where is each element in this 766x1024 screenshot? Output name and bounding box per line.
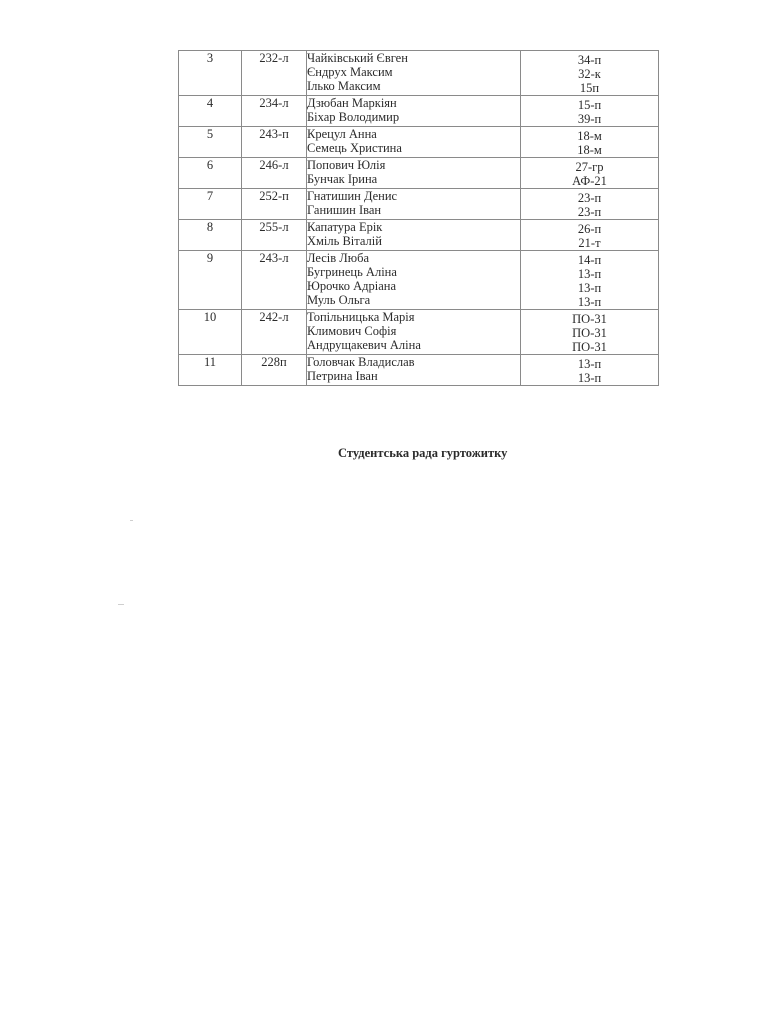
resident-names-cell (307, 51, 521, 96)
study-groups-cell (521, 127, 659, 158)
resident-name: Климович Софія (307, 324, 397, 338)
room-number: 234-л (242, 96, 307, 127)
resident-name: Дзюбан Маркіян (307, 96, 397, 110)
study-groups-cell (521, 251, 659, 310)
resident-names-cell (307, 127, 521, 158)
table-row (179, 96, 659, 127)
row-number: 9 (179, 251, 242, 310)
study-group: 18-м (577, 143, 602, 157)
study-group: 15п (579, 81, 600, 95)
study-group: 23-п (577, 205, 602, 219)
table-row (179, 127, 659, 158)
row-number: 7 (179, 189, 242, 220)
table-row (179, 355, 659, 386)
study-groups-cell (521, 355, 659, 386)
resident-name: Топільницька Марія (307, 310, 415, 324)
study-group: 26-п (577, 222, 602, 236)
room-number: 242-л (242, 310, 307, 355)
table-row (179, 51, 659, 96)
table-row (179, 251, 659, 310)
resident-names-cell (307, 96, 521, 127)
resident-name: Чайківський Євген (307, 51, 408, 65)
resident-names-cell (307, 251, 521, 310)
resident-name: Попович Юлія (307, 158, 386, 172)
table-row (179, 189, 659, 220)
resident-name: Ганишин Іван (307, 203, 382, 217)
study-groups-cell (521, 51, 659, 96)
table-row (179, 310, 659, 355)
table-row (179, 158, 659, 189)
study-groups-cell (521, 189, 659, 220)
study-group: 13-п (577, 295, 602, 309)
resident-names-cell (307, 158, 521, 189)
resident-names-cell (307, 220, 521, 251)
resident-name: Капатура Ерік (307, 220, 383, 234)
study-group: 27-гр (575, 160, 604, 174)
room-number: 246-л (242, 158, 307, 189)
room-number: 243-п (242, 127, 307, 158)
study-group: 13-п (577, 267, 602, 281)
study-group: 39-п (577, 112, 602, 126)
row-number: 3 (179, 51, 242, 96)
row-number: 11 (179, 355, 242, 386)
resident-name: Андрущакевич Аліна (307, 338, 421, 352)
row-number: 10 (179, 310, 242, 355)
room-number: 255-л (242, 220, 307, 251)
study-group: ПО-31 (572, 312, 607, 326)
resident-name: Гнатишин Денис (307, 189, 398, 203)
study-group: 13-п (577, 281, 602, 295)
row-number: 8 (179, 220, 242, 251)
study-group: 32-к (578, 67, 601, 81)
study-group: 14-п (577, 253, 602, 267)
study-group: 23-п (577, 191, 602, 205)
study-group: ПО-31 (572, 340, 607, 354)
study-groups-cell (521, 96, 659, 127)
roster-body (179, 51, 659, 386)
resident-name: Лесів Люба (307, 251, 370, 265)
resident-name: Муль Ольга (307, 293, 371, 307)
study-group: 15-п (577, 98, 602, 112)
resident-name: Єндрух Максим (307, 65, 393, 79)
room-number: 232-л (242, 51, 307, 96)
resident-name: Крецул Анна (307, 127, 377, 141)
study-group: 18-м (577, 129, 602, 143)
dormitory-roster-table (178, 50, 659, 386)
row-number: 6 (179, 158, 242, 189)
study-group: 13-п (577, 357, 602, 371)
resident-name: Бугринець Аліна (307, 265, 397, 279)
study-group: ПО-31 (572, 326, 607, 340)
resident-names-cell (307, 355, 521, 386)
study-group: 21-т (578, 236, 601, 250)
study-group: 13-п (577, 371, 602, 385)
resident-name: Ілько Максим (307, 79, 381, 93)
resident-name: Бунчак Ірина (307, 172, 378, 186)
study-groups-cell (521, 310, 659, 355)
resident-name: Семець Христина (307, 141, 402, 155)
room-number: 252-п (242, 189, 307, 220)
room-number: 243-л (242, 251, 307, 310)
scan-speck (130, 520, 133, 521)
row-number: 5 (179, 127, 242, 158)
study-groups-cell (521, 158, 659, 189)
footer-signature: Студентська рада гуртожитку (338, 446, 508, 460)
study-group: 34-п (577, 53, 602, 67)
room-number: 228п (242, 355, 307, 386)
resident-name: Хміль Віталій (307, 234, 382, 248)
study-group: АФ-21 (572, 174, 607, 188)
resident-name: Петрина Іван (307, 369, 378, 383)
resident-name: Юрочко Адріана (307, 279, 397, 293)
resident-names-cell (307, 189, 521, 220)
study-groups-cell (521, 220, 659, 251)
table-row (179, 220, 659, 251)
scan-speck (118, 604, 124, 605)
resident-name: Біхар Володимир (307, 110, 400, 124)
row-number: 4 (179, 96, 242, 127)
resident-names-cell (307, 310, 521, 355)
resident-name: Головчак Владислав (307, 355, 415, 369)
